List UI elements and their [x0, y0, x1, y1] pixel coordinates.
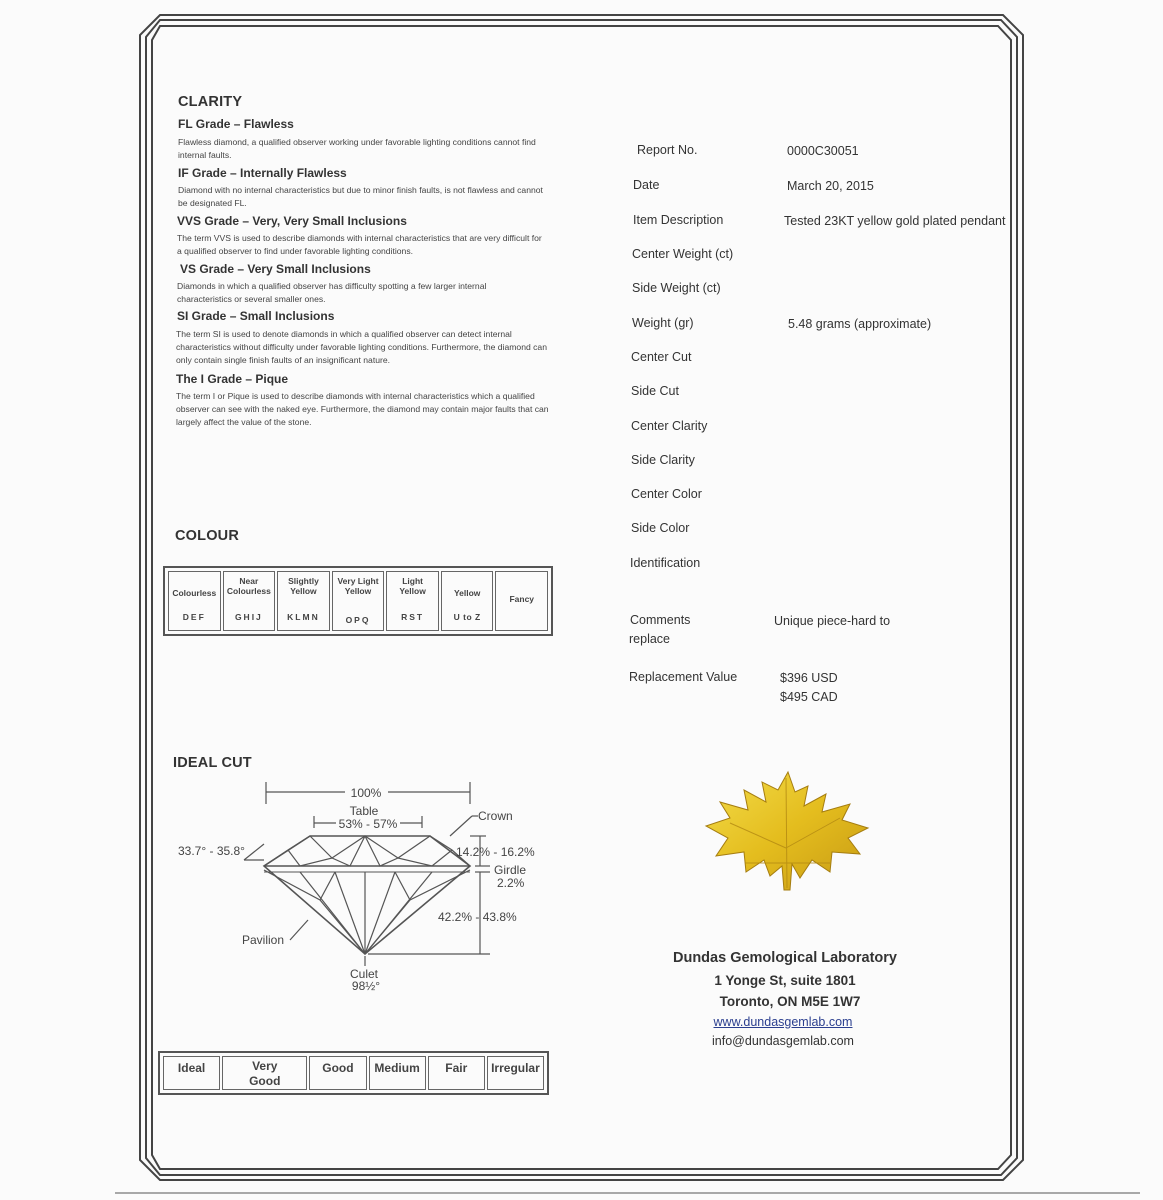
diagram-table-range: 53% - 57% [338, 817, 398, 831]
diagram-crown-height: 14.2% - 16.2% [456, 845, 535, 859]
clarity-grade-desc: Diamond with no internal characteristics but due to minor finish faults, is not flawless and cannot be designated FL. [178, 185, 543, 208]
diagram-girdle-label: Girdle [494, 863, 527, 877]
field-label: Identification [630, 556, 701, 570]
diagram-total-label: 100% [350, 786, 382, 800]
clarity-grade-desc: The term VVS is used to describe diamonds with internal characteristics that are very difficult for a qualified observer to find under favorable lighting conditions. [177, 233, 542, 256]
clarity-grade-desc: Diamonds in which a qualified observer has difficulty spotting a few larger internal characteristics or several smaller ones. [177, 281, 487, 304]
diamond-proportions-diagram [160, 770, 560, 1000]
diagram-pavilion-label: Pavilion [242, 933, 285, 947]
cut-grade-cell: Fair [428, 1056, 485, 1090]
diagram-crown-angle: 33.7° - 35.8° [178, 844, 245, 858]
field-label: Side Color [631, 521, 690, 535]
clarity-grade-desc: The term SI is used to denote diamonds in which a qualified observer can detect internal characteristics without difficulty under favorable lighting conditions. Furthermore, the diamond can only contain single finish faults of an insignificant nature. [176, 329, 547, 365]
replacement-cad: $495 CAD [780, 690, 838, 704]
diagram-pavilion-depth: 42.2% - 43.8% [438, 910, 517, 924]
field-label: Side Cut [631, 384, 679, 398]
lab-address-2: Toronto, ON M5E 1W7 [719, 994, 861, 1009]
field-label: Item Description [633, 213, 724, 227]
maple-leaf-pendant-image [700, 768, 870, 898]
colour-cell: Yellow U to Z [441, 571, 494, 631]
colour-cell: Light Yellow RST [386, 571, 439, 631]
diagram-crown-label: Crown [478, 809, 513, 823]
field-label: Center Color [631, 487, 702, 501]
field-label: Side Clarity [631, 453, 695, 467]
clarity-grade-title: FL Grade – Flawless [178, 117, 294, 131]
field-value: 5.48 grams (approximate) [788, 317, 932, 331]
field-label: Weight (gr) [632, 316, 694, 330]
comments-label-cont: replace [629, 632, 670, 646]
lab-name: Dundas Gemological Laboratory [673, 950, 897, 966]
lab-email: info@dundasgemlab.com [712, 1034, 854, 1048]
cut-grade-cell: Ideal [163, 1056, 220, 1090]
field-label: Date [633, 178, 660, 192]
diagram-culet-value: 98½° [351, 979, 381, 993]
colour-heading: COLOUR [175, 528, 240, 544]
clarity-grade-title: SI Grade – Small Inclusions [177, 309, 335, 323]
colour-cell: Near Colourless GHIJ [223, 571, 276, 631]
cut-grade-cell: Very Good [222, 1056, 307, 1090]
comments-label: Comments [630, 613, 691, 627]
cut-grade-cell: Good [309, 1056, 366, 1090]
field-value: 0000C30051 [787, 144, 859, 158]
clarity-heading: CLARITY [178, 94, 243, 110]
field-label: Center Weight (ct) [632, 247, 734, 261]
colour-scale [163, 566, 553, 636]
clarity-grade-desc: The term I or Pique is used to describe diamonds with internal characteristics which a qualified observer can see with the naked eye. Furthermore, the diamond may contain major faults that can largely affect the value of the stone. [176, 391, 549, 427]
clarity-grade-desc: Flawless diamond, a qualified observer working under favorable lighting conditions cannot find internal faults. [178, 137, 536, 160]
clarity-grade-title: VS Grade – Very Small Inclusions [180, 262, 371, 276]
lab-address-1: 1 Yonge St, suite 1801 [714, 973, 856, 988]
colour-cell: Colourless DEF [168, 571, 221, 631]
ideal-cut-heading: IDEAL CUT [173, 755, 252, 771]
lab-website-link[interactable]: www.dundasgemlab.com [713, 1015, 853, 1029]
field-label: Side Weight (ct) [632, 281, 721, 295]
replacement-usd: $396 USD [780, 671, 838, 685]
colour-cell: Fancy [495, 571, 548, 631]
cut-grade-cell: Medium [369, 1056, 426, 1090]
clarity-grade-title: IF Grade – Internally Flawless [178, 166, 347, 180]
diagram-girdle-value: 2.2% [497, 876, 525, 890]
field-label: Report No. [637, 143, 698, 157]
colour-cell: Slightly Yellow KLMN [277, 571, 330, 631]
field-label: Center Cut [631, 350, 692, 364]
comments-value: Unique piece-hard to [774, 614, 891, 628]
field-value: Tested 23KT yellow gold plated pendant [784, 214, 1006, 228]
replacement-label: Replacement Value [629, 670, 738, 684]
cut-grade-scale [158, 1051, 549, 1095]
clarity-grade-title: The I Grade – Pique [176, 372, 289, 386]
clarity-grade-title: VVS Grade – Very, Very Small Inclusions [177, 214, 407, 228]
field-label: Center Clarity [631, 419, 708, 433]
diagram-table-label: Table [349, 804, 379, 818]
colour-cell: Very Light Yellow OPQ [332, 571, 385, 631]
cut-grade-cell: Irregular [487, 1056, 544, 1090]
field-value: March 20, 2015 [787, 179, 874, 193]
diagram-culet-label: Culet [349, 967, 379, 981]
